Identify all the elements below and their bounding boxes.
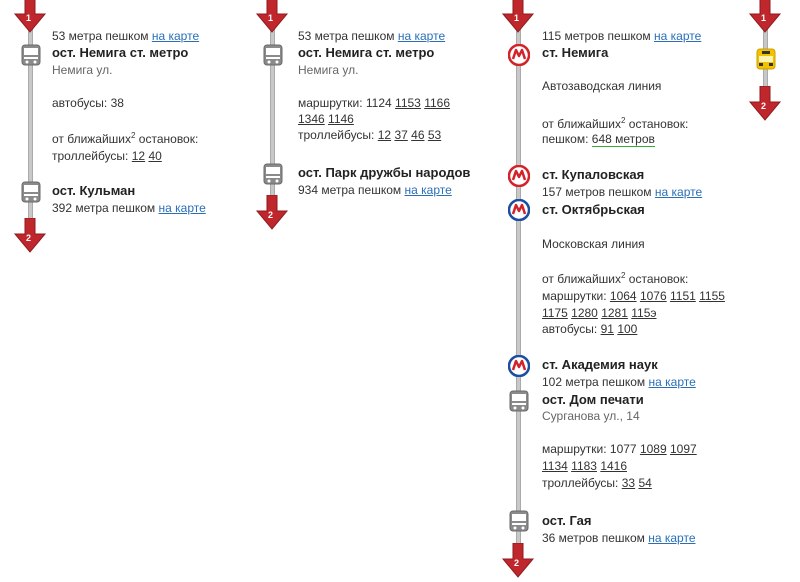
- map-link[interactable]: на карте: [158, 201, 206, 215]
- route-link[interactable]: 53: [427, 128, 442, 142]
- walk-info: 934 метра пешком на карте: [298, 183, 452, 197]
- route-link[interactable]: 1280: [571, 306, 598, 320]
- route-link[interactable]: 100: [617, 322, 638, 336]
- map-link[interactable]: на карте: [648, 531, 696, 545]
- stop-street: Немига ул.: [298, 63, 359, 77]
- route-link[interactable]: 40: [148, 149, 162, 163]
- minibus-line: маршрутки: 1077 1089 1097: [542, 442, 697, 456]
- route-link[interactable]: 1183: [571, 459, 597, 473]
- stop-street: Немига ул.: [52, 63, 113, 77]
- metro-line-name: Автозаводская линия: [542, 79, 662, 93]
- station-name: ст. Купаловская: [542, 167, 645, 182]
- taxi-icon: [755, 48, 777, 70]
- stop-name: ост. Немига ст. метро: [52, 45, 189, 60]
- trolley-line: троллейбусы: 33 54: [542, 476, 652, 490]
- stop-name: ост. Парк дружбы народов: [298, 165, 471, 180]
- route-link[interactable]: 1175: [542, 306, 568, 320]
- metro-red-icon: [508, 165, 530, 187]
- route-line: [516, 18, 521, 558]
- route-link[interactable]: 37: [394, 128, 408, 142]
- station-name: ст. Немига: [542, 45, 609, 60]
- route-link[interactable]: 1155: [699, 289, 725, 303]
- minibus-line-cont: [542, 305, 657, 321]
- map-link[interactable]: на карте: [654, 185, 703, 199]
- bus-stop-icon: [20, 181, 42, 203]
- route-link[interactable]: 1076: [639, 289, 667, 303]
- stop-name: ост. Гая: [542, 513, 592, 528]
- route-link[interactable]: 1089: [639, 442, 667, 456]
- minibus-line: маршрутки: 1124 1153 1166: [298, 96, 451, 110]
- bus-stop-icon: [262, 44, 284, 66]
- walk-info: 102 метра пешком на карте: [542, 375, 696, 389]
- map-link[interactable]: на карте: [404, 183, 452, 197]
- minibus-line: маршрутки: 1064 1076 1151 1155: [542, 289, 725, 303]
- map-link[interactable]: на карте: [654, 29, 702, 43]
- trolley-line: троллейбусы: 12 40: [52, 149, 162, 163]
- start-arrow-icon: 1: [500, 0, 536, 34]
- nearest-stops-label: от ближайших$^2$ остановок:: [542, 271, 689, 286]
- route-link[interactable]: 1146: [328, 112, 354, 126]
- route-link[interactable]: 1416: [600, 459, 628, 473]
- metro-blue-icon: [508, 355, 530, 377]
- route-link[interactable]: 1151: [669, 289, 696, 303]
- map-link[interactable]: на карте: [151, 29, 200, 43]
- walk-info: 53 метра пешком на карте: [298, 29, 446, 43]
- bus-stop-icon: [262, 163, 284, 185]
- route-link[interactable]: 115э: [631, 306, 657, 320]
- route-link[interactable]: 91: [600, 322, 614, 336]
- buses-line: автобусы: 38: [52, 96, 124, 110]
- metro-blue-icon: [508, 199, 530, 221]
- route-link[interactable]: 1064: [609, 289, 637, 303]
- metro-red-icon: [508, 44, 530, 66]
- metro-line-name: Московская линия: [542, 237, 645, 251]
- start-arrow-icon: 1: [254, 0, 290, 34]
- walk-info: 392 метра пешком на карте: [52, 201, 206, 215]
- stop-name: ост. Кульман: [52, 183, 136, 198]
- buses-line: автобусы: 91 100: [542, 322, 638, 336]
- station-name: ст. Академия наук: [542, 357, 658, 372]
- end-arrow-icon: 2: [747, 86, 783, 122]
- route-link[interactable]: 12: [131, 149, 146, 163]
- start-arrow-icon: 1: [747, 0, 783, 34]
- walk-info: 53 метра пешком на карте: [52, 29, 200, 43]
- route-link[interactable]: 1346: [298, 112, 325, 126]
- stop-street: Сурганова ул., 14: [542, 409, 640, 423]
- walk-distance: пешком: 648 метров: [542, 132, 655, 146]
- route-link[interactable]: 46: [411, 128, 425, 142]
- bus-stop-icon: [508, 510, 530, 532]
- bus-stop-icon: [20, 44, 42, 66]
- route-link[interactable]: 1153: [395, 96, 421, 110]
- stop-name: ост. Дом печати: [542, 392, 644, 407]
- start-arrow-icon: 1: [12, 0, 48, 34]
- walk-info: 36 метров пешком на карте: [542, 531, 696, 545]
- route-link[interactable]: 33: [621, 476, 636, 490]
- route-link[interactable]: 1166: [424, 96, 451, 110]
- nearest-stops-label: от ближайших$^2$ остановок:: [542, 116, 689, 131]
- bus-stop-icon: [508, 390, 530, 412]
- end-arrow-icon: 2: [254, 195, 290, 231]
- stop-name: ост. Немига ст. метро: [298, 45, 435, 60]
- minibus-line-cont: [298, 111, 354, 127]
- walk-info: 115 метров пешком на карте: [542, 29, 702, 43]
- nearest-stops-label: от ближайших$^2$ остановок:: [52, 131, 199, 146]
- route-link[interactable]: 54: [638, 476, 652, 490]
- map-link[interactable]: на карте: [648, 375, 696, 389]
- minibus-line-cont: [542, 458, 627, 474]
- trolley-line: троллейбусы: 12 37 46 53: [298, 128, 442, 142]
- walk-info: 157 метров пешком на карте: [542, 185, 703, 199]
- route-link[interactable]: 1097: [669, 442, 697, 456]
- station-name: ст. Октябрьская: [542, 202, 645, 217]
- end-arrow-icon: 2: [12, 218, 48, 254]
- route-link[interactable]: 1134: [542, 459, 568, 473]
- map-link[interactable]: на карте: [397, 29, 446, 43]
- route-link[interactable]: 1281: [601, 306, 628, 320]
- end-arrow-icon: 2: [500, 543, 536, 579]
- route-link[interactable]: 12: [377, 128, 392, 142]
